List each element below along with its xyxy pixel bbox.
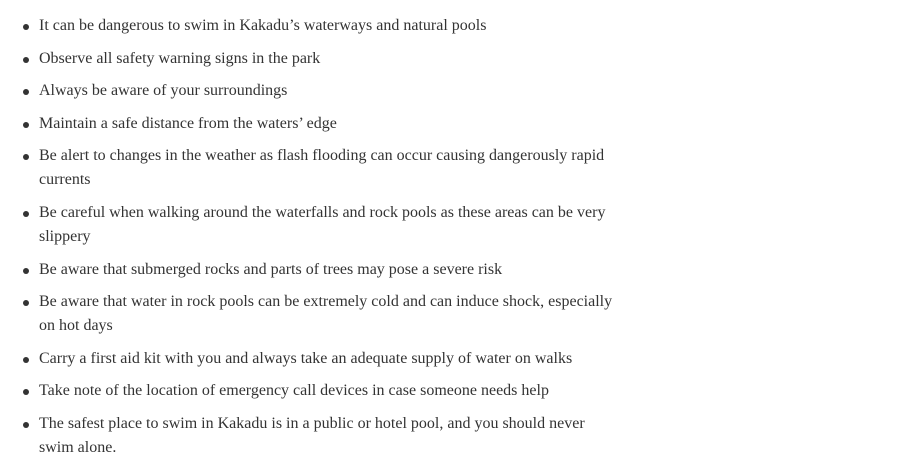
list-item-text: It can be dangerous to swim in Kakadu’s waterways and natural pools (39, 17, 487, 34)
list-item (0, 290, 620, 338)
list-item (0, 412, 620, 460)
list-item (0, 258, 620, 282)
list-item-text: Carry a first aid kit with you and always take an adequate supply of water on walks (39, 349, 573, 367)
list-item-text: The safest place to swim in Kakadu is in a public or hotel pool, and you should never swim alone. (39, 414, 585, 456)
list-item-text: Be aware that submerged rocks and parts of trees may pose a severe risk (39, 260, 503, 278)
bullet-icon (23, 389, 29, 395)
bullet-icon (23, 154, 29, 160)
list-item (0, 47, 620, 71)
bullet-icon (23, 300, 29, 306)
list-item-text: Be careful when walking around the waterfalls and rock pools as these areas can be very slippery (39, 203, 606, 245)
list-item (0, 379, 620, 403)
bullet-icon (23, 89, 29, 95)
list-item (0, 347, 620, 371)
list-item-text: Be alert to changes in the weather as flash flooding can occur causing dangerously rapid currents (39, 147, 605, 189)
list-item-text: Maintain a safe distance from the waters’ edge (39, 114, 337, 132)
list-item (0, 201, 620, 249)
list-item-text: Be aware that water in rock pools can be extremely cold and can induce shock, especially on hot days (39, 293, 613, 335)
list-item (0, 144, 620, 192)
list-item (0, 14, 620, 38)
list-item-text: Always be aware of your surroundings (39, 82, 288, 100)
bullet-icon (23, 268, 29, 274)
bullet-icon (23, 57, 29, 63)
bullet-icon (23, 24, 29, 30)
list-item-text: Take note of the location of emergency call devices in case someone needs help (39, 382, 549, 400)
list-item (0, 79, 620, 103)
list-item (0, 112, 620, 136)
bullet-icon (23, 422, 29, 428)
bullet-icon (23, 122, 29, 128)
list-item-text: Observe all safety warning signs in the park (39, 49, 321, 67)
bullet-icon (23, 211, 29, 217)
bullet-icon (23, 357, 29, 363)
